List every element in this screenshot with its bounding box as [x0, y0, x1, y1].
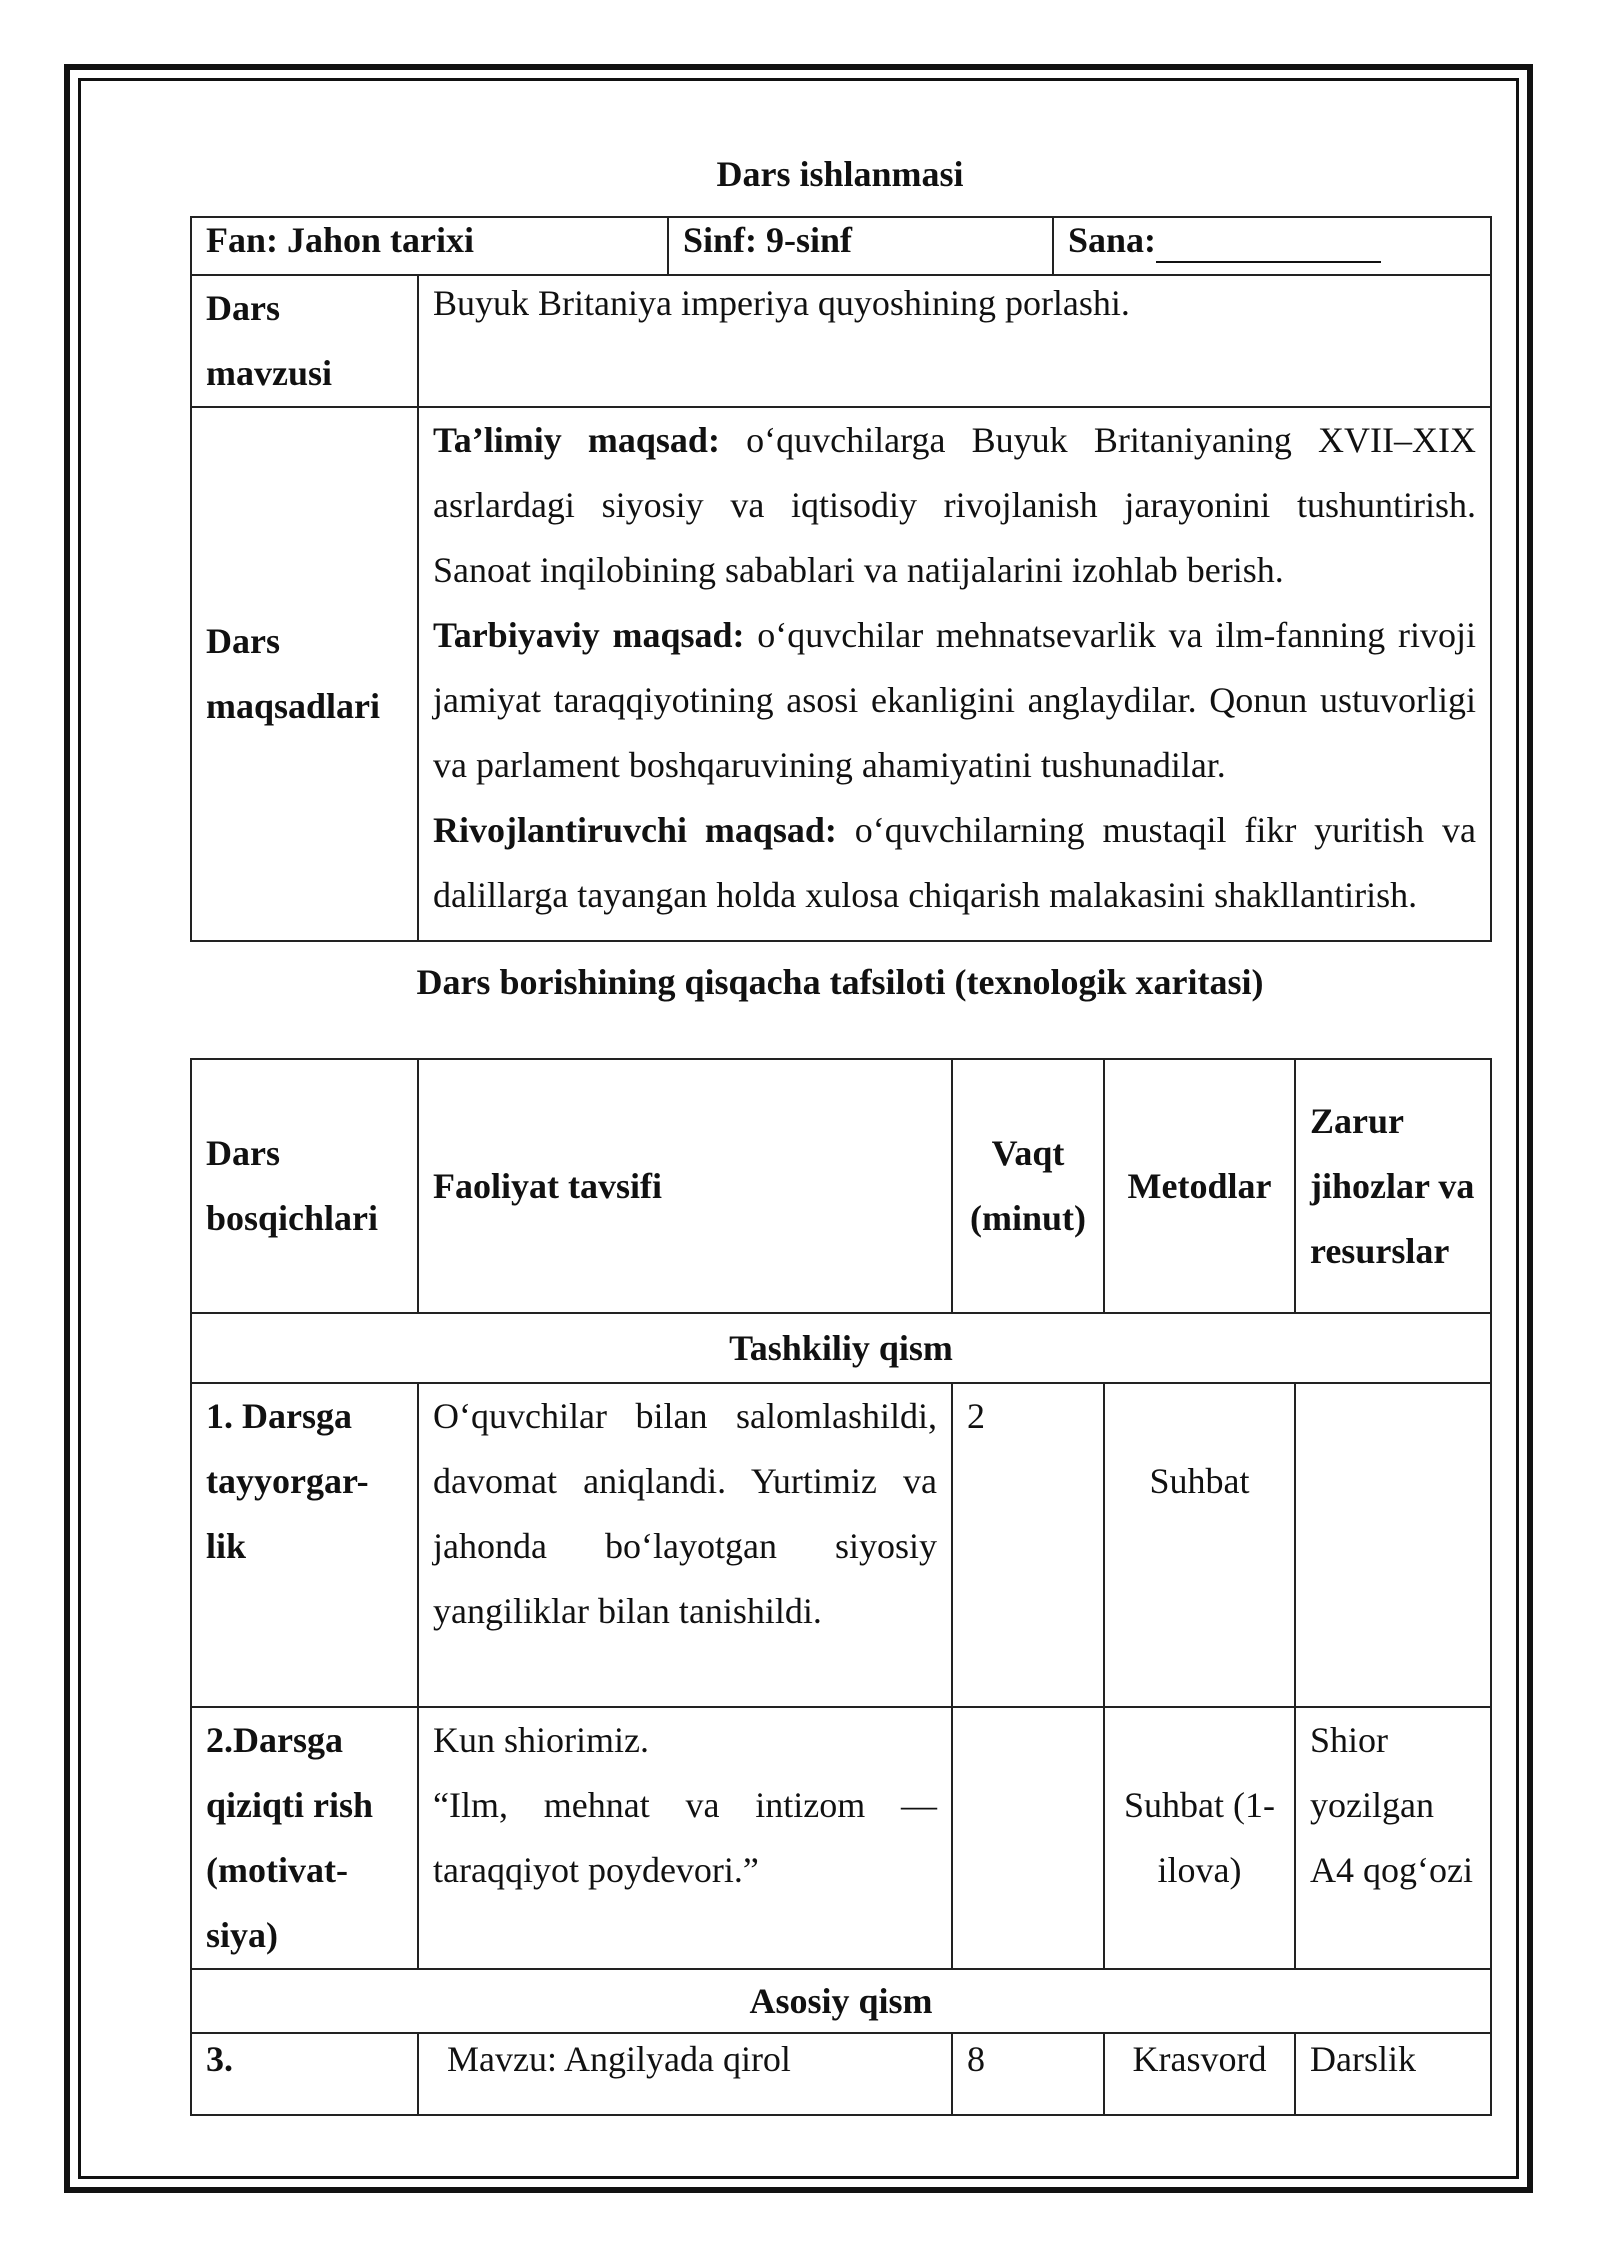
row2-stage: 2.Darsga qiziqti rish (motivat-siya) — [191, 1707, 418, 1969]
subject-cell: Fan: Jahon tarixi — [191, 217, 668, 275]
date-blank-line — [1156, 225, 1381, 263]
header-stage: Dars bosqichlari — [191, 1059, 418, 1313]
flow-row-3 — [191, 2033, 1491, 2115]
row2-methods-cell — [1104, 1707, 1295, 1969]
topic-label: Dars mavzusi — [191, 275, 418, 407]
row2-activity — [418, 1707, 952, 1969]
date-label: Sana: — [1068, 220, 1157, 260]
row2-time — [952, 1707, 1104, 1969]
upbringing-goal — [433, 603, 1476, 798]
header-activity: Faoliyat tavsifi — [418, 1059, 952, 1313]
upbringing-goal-label: Tarbiyaviy maqsad: — [433, 615, 745, 655]
section-main: Asosiy qism — [191, 1969, 1491, 2033]
section-organizational: Tashkiliy qism — [191, 1313, 1491, 1383]
row3-time: 8 — [952, 2033, 1104, 2115]
flow-header-row — [191, 1059, 1491, 1313]
educational-goal-label: Ta’limiy maqsad: — [433, 420, 720, 460]
section-row-organizational — [191, 1313, 1491, 1383]
developmental-goal-text: o‘quvchilarning mustaqil fikr yuritish va dalillarga tayangan holda xulosa chiqarish malakasini shakllantirish. — [433, 810, 1477, 915]
row1-activity: O‘quvchilar bilan salomlashildi, davomat aniqlandi. Yurtimiz va jahonda bo‘layotgan siyosiy yangiliklar bilan tanishildi. — [418, 1383, 952, 1707]
header-time: Vaqt (minut) — [952, 1059, 1104, 1313]
document-title: Dars ishlanmasi — [716, 154, 964, 194]
row3-activity: Mavzu: Angilyada qirol — [418, 2033, 952, 2115]
row2-methods: Suhbat (1-ilova) — [1124, 1785, 1275, 1890]
developmental-goal — [433, 798, 1476, 928]
topic-row — [191, 275, 1491, 407]
educational-goal-text: o‘quvchilarga Buyuk Britaniyaning XVII–XIX asrlardagi siyosiy va iqtisodiy rivojlanish jarayonini tushuntirish. Sanoat inqilobining sabablari va natijalarini izohlab berish. — [433, 420, 1477, 590]
lesson-flow-table — [190, 1058, 1492, 2116]
row3-methods: Krasvord — [1104, 2033, 1295, 2115]
flow-row-1 — [191, 1383, 1491, 1707]
row3-resources: Darslik — [1295, 2033, 1491, 2115]
goals-row — [191, 407, 1491, 941]
row1-stage: 1. Darsga tayyorgar-lik — [191, 1383, 418, 1707]
educational-goal — [433, 408, 1476, 603]
goals-label: Dars maqsadlari — [191, 407, 418, 941]
row2-motto-intro: Kun shiorimiz. — [433, 1720, 649, 1760]
date-cell — [1053, 217, 1491, 275]
grade-cell: Sinf: 9-sinf — [668, 217, 1053, 275]
goals-cell — [418, 407, 1491, 941]
row1-methods-cell — [1104, 1383, 1295, 1707]
section-row-main — [191, 1969, 1491, 2033]
row1-methods: Suhbat — [1149, 1461, 1250, 1501]
flow-row-2 — [191, 1707, 1491, 1969]
topic-value: Buyuk Britaniya imperiya quyoshining porlashi. — [418, 275, 1491, 407]
flow-subtitle: Dars borishining qisqacha tafsiloti (texnologik xaritasi) — [416, 962, 1264, 1002]
row1-resources — [1295, 1383, 1491, 1707]
row3-stage: 3. — [191, 2033, 418, 2115]
upbringing-goal-text: o‘quvchilar mehnatsevarlik va ilm-fanning rivoji jamiyat taraqqiyotining asosi ekanligini anglaydilar. Qonun ustuvorligi va parlament boshqaruvining ahamiyatini tushunadilar. — [433, 615, 1477, 785]
row2-resources: Shior yozilgan A4 qog‘ozi — [1295, 1707, 1491, 1969]
header-methods: Metodlar — [1104, 1059, 1295, 1313]
info-header-row — [191, 217, 1491, 275]
header-resources: Zarur jihozlar va resurslar — [1295, 1059, 1491, 1313]
developmental-goal-label: Rivojlantiruvchi maqsad: — [433, 810, 837, 850]
row2-motto: “Ilm, mehnat va intizom — taraqqiyot poydevori.” — [433, 1785, 937, 1890]
row1-time: 2 — [952, 1383, 1104, 1707]
lesson-info-table — [190, 216, 1492, 942]
